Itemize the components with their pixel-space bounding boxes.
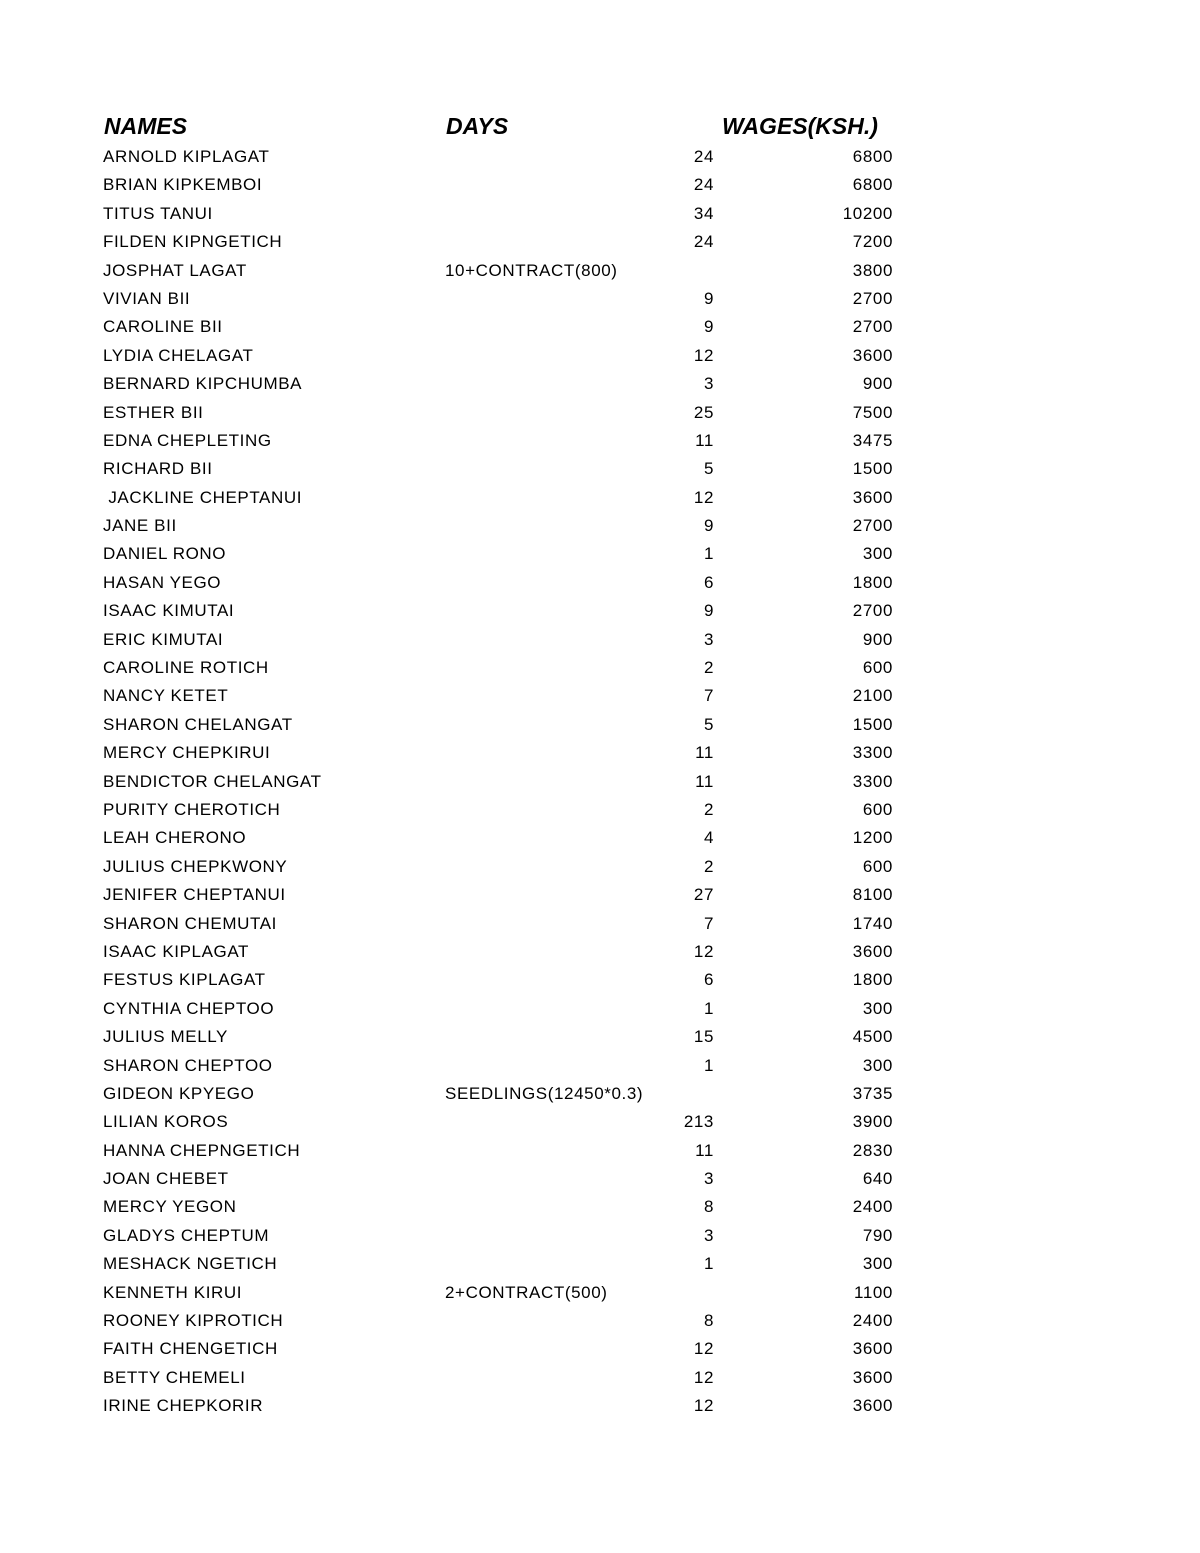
days-value: 9: [703, 516, 714, 536]
worker-name: RICHARD BII: [103, 459, 213, 479]
worker-name: CAROLINE ROTICH: [103, 658, 269, 678]
days-value: 2: [703, 856, 714, 876]
table-row: [0, 540, 1200, 568]
wage-value: 2400: [852, 1311, 893, 1331]
worker-name: NANCY KETET: [103, 686, 229, 706]
worker-name: JULIUS CHEPKWONY: [103, 856, 288, 876]
days-value: 4: [703, 828, 714, 848]
wage-value: 3800: [852, 260, 893, 280]
table-row: [0, 626, 1200, 654]
wage-value: 1200: [852, 828, 893, 848]
wage-value: 6800: [852, 175, 893, 195]
days-value: 24: [693, 147, 714, 166]
wage-value: 7500: [852, 402, 893, 422]
days-value: 12: [693, 487, 714, 507]
table-row: [0, 1335, 1200, 1363]
table-row: [0, 768, 1200, 796]
worker-name: FAITH CHENGETICH: [103, 1339, 278, 1359]
wage-value: 1500: [852, 714, 893, 734]
worker-name: JENIFER CHEPTANUI: [103, 885, 286, 905]
worker-name: MERCY CHEPKIRUI: [103, 743, 271, 763]
days-value: 1: [703, 1055, 714, 1075]
days-value: 2: [703, 799, 714, 819]
worker-name: BRIAN KIPKEMBOI: [103, 175, 263, 195]
days-value: 12: [693, 1367, 714, 1387]
days-value: 11: [695, 1140, 714, 1160]
days-value: 1: [703, 1254, 714, 1274]
days-value: 12: [693, 1396, 714, 1416]
wage-value: 300: [862, 1055, 893, 1075]
days-value: 24: [693, 175, 714, 195]
wage-value: 4500: [852, 1027, 893, 1047]
wage-value: 1500: [852, 459, 893, 479]
worker-name: CYNTHIA CHEPTOO: [103, 998, 275, 1018]
wage-value: 3600: [852, 1396, 893, 1416]
wage-value: 3600: [852, 1367, 893, 1387]
table-row: [0, 1080, 1200, 1108]
worker-name: BENDICTOR CHELANGAT: [103, 771, 322, 791]
worker-name: DANIEL RONO: [103, 544, 227, 564]
days-value: 3: [703, 629, 714, 649]
table-row: [0, 399, 1200, 427]
table-row: [0, 711, 1200, 739]
days-value: 12: [693, 941, 714, 961]
worker-name: ISAAC KIMUTAI: [103, 601, 235, 621]
wage-value: 3475: [852, 430, 893, 450]
table-row: [0, 313, 1200, 341]
table-row: [0, 370, 1200, 398]
worker-name: TITUS TANUI: [103, 203, 213, 223]
table-row: [0, 1250, 1200, 1278]
days-value: 27: [693, 885, 714, 905]
table-row: [0, 1193, 1200, 1221]
wage-value: 600: [862, 658, 893, 678]
wage-value: 3600: [852, 941, 893, 961]
table-row: [0, 143, 1200, 171]
wage-value: 3300: [852, 743, 893, 763]
worker-name: LILIAN KOROS: [103, 1112, 229, 1132]
worker-name: SHARON CHEMUTAI: [103, 913, 277, 933]
wage-value: 300: [862, 544, 893, 564]
days-value: 9: [703, 317, 714, 337]
days-note: 2+CONTRACT(500): [445, 1282, 608, 1302]
worker-name: SHARON CHEPTOO: [103, 1055, 273, 1075]
table-row: [0, 512, 1200, 540]
worker-name: GLADYS CHEPTUM: [103, 1225, 270, 1245]
days-value: 12: [693, 1339, 714, 1359]
table-row: [0, 1023, 1200, 1051]
worker-name: HANNA CHEPNGETICH: [103, 1140, 301, 1160]
wage-value: 1100: [854, 1282, 893, 1302]
worker-name: SHARON CHELANGAT: [103, 714, 293, 734]
days-value: 213: [683, 1112, 714, 1132]
worker-name: ESTHER BII: [103, 402, 204, 422]
days-value: 3: [703, 1169, 714, 1189]
table-row: [0, 1052, 1200, 1080]
worker-name: GIDEON KPYEGO: [103, 1083, 255, 1103]
wage-value: 2700: [852, 288, 893, 308]
table-row: [0, 427, 1200, 455]
wage-value: 1800: [852, 572, 893, 592]
table-row: [0, 910, 1200, 938]
worker-name: IRINE CHEPKORIR: [103, 1396, 264, 1416]
wage-value: 640: [862, 1169, 893, 1189]
days-value: 8: [703, 1311, 714, 1331]
table-row: [0, 200, 1200, 228]
days-value: 9: [703, 601, 714, 621]
worker-name: FESTUS KIPLAGAT: [103, 970, 266, 990]
wage-value: 2830: [852, 1140, 893, 1160]
wage-value: 3900: [852, 1112, 893, 1132]
worker-name: MESHACK NGETICH: [103, 1254, 278, 1274]
table-row: [0, 1222, 1200, 1250]
worker-name: LYDIA CHELAGAT: [103, 345, 254, 365]
wage-value: 2700: [852, 516, 893, 536]
days-value: 11: [695, 771, 714, 791]
worker-name: JOSPHAT LAGAT: [103, 260, 247, 280]
days-value: 34: [693, 203, 714, 223]
table-row: [0, 682, 1200, 710]
worker-name: ERIC KIMUTAI: [103, 629, 224, 649]
worker-name: VIVIAN BII: [103, 288, 191, 308]
wage-value: 2400: [852, 1197, 893, 1217]
wage-value: 3735: [852, 1083, 893, 1103]
worker-name: MERCY YEGON: [103, 1197, 237, 1217]
table-row: [0, 1165, 1200, 1193]
worker-name: PURITY CHEROTICH: [103, 799, 281, 819]
days-note: SEEDLINGS(12450*0.3): [445, 1083, 644, 1103]
days-value: 25: [693, 402, 714, 422]
days-value: 15: [693, 1027, 714, 1047]
wage-value: 8100: [852, 885, 893, 905]
table-row: [0, 1392, 1200, 1420]
table-row: [0, 824, 1200, 852]
worker-name: ROONEY KIPROTICH: [103, 1311, 284, 1331]
wage-value: 3600: [852, 345, 893, 365]
worker-name: LEAH CHERONO: [103, 828, 247, 848]
wage-value: 3300: [852, 771, 893, 791]
days-value: 12: [693, 345, 714, 365]
days-value: 3: [703, 1225, 714, 1245]
table-row: [0, 484, 1200, 512]
wage-value: 2100: [852, 686, 893, 706]
table-row: [0, 569, 1200, 597]
wage-value: 1800: [852, 970, 893, 990]
table-row: [0, 1364, 1200, 1392]
table-row: [0, 1108, 1200, 1136]
table-row: [0, 938, 1200, 966]
days-value: 7: [703, 913, 714, 933]
days-value: 6: [703, 970, 714, 990]
table-row: [0, 257, 1200, 285]
wages-column-header: WAGES(KSH.): [722, 113, 878, 139]
wage-value: 790: [862, 1225, 893, 1245]
days-column-header: DAYS: [446, 113, 509, 139]
wage-value: 7200: [852, 232, 893, 252]
wage-value: 1740: [852, 913, 893, 933]
wage-value: 300: [862, 1254, 893, 1274]
worker-name: JANE BII: [103, 516, 177, 536]
wage-value: 2700: [852, 317, 893, 337]
table-row: [0, 796, 1200, 824]
worker-name: ARNOLD KIPLAGAT: [103, 147, 270, 166]
days-value: 7: [703, 686, 714, 706]
wage-value: 300: [862, 998, 893, 1018]
days-value: 9: [703, 288, 714, 308]
wage-value: 900: [862, 629, 893, 649]
table-row: [0, 995, 1200, 1023]
days-value: 1: [703, 544, 714, 564]
wage-value: 900: [862, 374, 893, 394]
table-row: [0, 228, 1200, 256]
table-row: [0, 966, 1200, 994]
table-row: [0, 597, 1200, 625]
days-note: 10+CONTRACT(800): [445, 260, 618, 280]
names-column-header: NAMES: [104, 113, 188, 139]
days-value: 2: [703, 658, 714, 678]
table-row: [0, 285, 1200, 313]
table-row: [0, 654, 1200, 682]
days-value: 11: [695, 430, 714, 450]
worker-name: JACKLINE CHEPTANUI: [103, 487, 303, 507]
table-row: [0, 1307, 1200, 1335]
wage-value: 600: [862, 799, 893, 819]
worker-name: CAROLINE BII: [103, 317, 223, 337]
worker-name: FILDEN KIPNGETICH: [103, 232, 283, 252]
table-row: [0, 1137, 1200, 1165]
worker-name: BERNARD KIPCHUMBA: [103, 374, 303, 394]
days-value: 1: [703, 998, 714, 1018]
table-row: [0, 171, 1200, 199]
wage-value: 600: [862, 856, 893, 876]
worker-name: HASAN YEGO: [103, 572, 222, 592]
wage-value: 10200: [842, 203, 893, 223]
worker-name: ISAAC KIPLAGAT: [103, 941, 250, 961]
days-value: 3: [703, 374, 714, 394]
wage-value: 6800: [852, 147, 893, 166]
worker-name: JOAN CHEBET: [103, 1169, 229, 1189]
worker-name: BETTY CHEMELI: [103, 1367, 246, 1387]
days-value: 5: [703, 714, 714, 734]
table-body: [0, 143, 1200, 1421]
worker-name: JULIUS MELLY: [103, 1027, 228, 1047]
table-row: [0, 881, 1200, 909]
wage-value: 3600: [852, 1339, 893, 1359]
table-row: [0, 342, 1200, 370]
worker-name: EDNA CHEPLETING: [103, 430, 272, 450]
table-row: [0, 853, 1200, 881]
worker-name: KENNETH KIRUI: [103, 1282, 243, 1302]
table-row: [0, 739, 1200, 767]
days-value: 6: [703, 572, 714, 592]
table-row: [0, 1279, 1200, 1307]
wage-value: 3600: [852, 487, 893, 507]
table-header: [0, 108, 1200, 144]
days-value: 24: [693, 232, 714, 252]
days-value: 11: [695, 743, 714, 763]
table-row: [0, 455, 1200, 483]
days-value: 8: [703, 1197, 714, 1217]
wage-value: 2700: [852, 601, 893, 621]
days-value: 5: [703, 459, 714, 479]
